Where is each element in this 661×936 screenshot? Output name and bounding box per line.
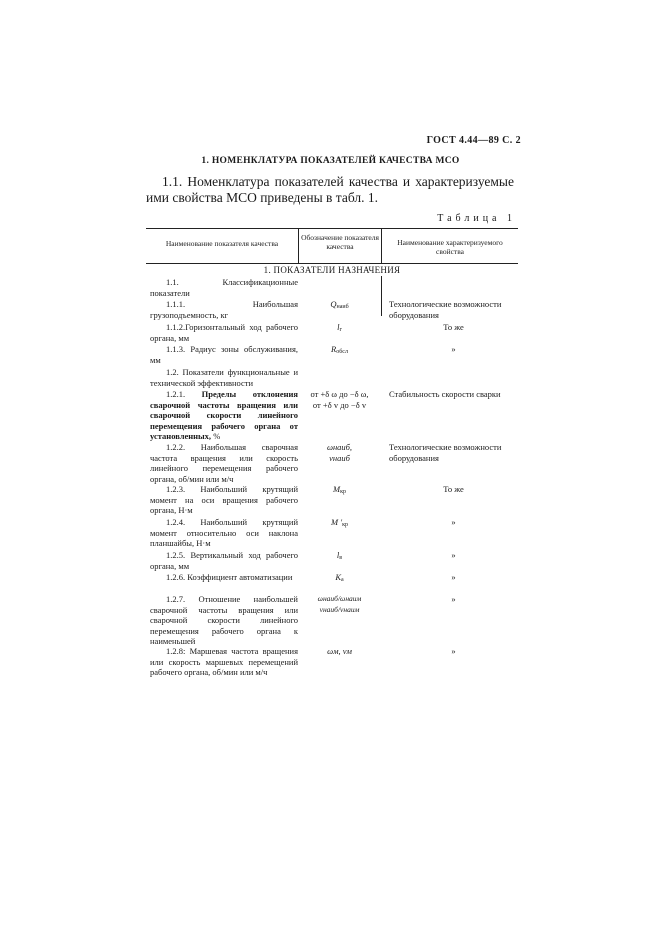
row-symbol: ωнаиб, vнаиб [326,442,353,463]
header-divider-1 [298,228,299,263]
row-property: » [451,572,456,582]
row-symbol: $l_г$ [337,322,342,333]
row-symbol: $Q_{наиб}$ [330,299,349,310]
intro-paragraph: 1.1. Номенклатура показателей качества и характеризуемые ими свойства МСО приведены в табл. 1. [146,174,514,205]
row-name: 1.2.4. Наибольший крутящий момент относительно оси наклона планшайбы, Н·м [150,517,298,548]
row-name: 1.1.1. Наибольшая грузоподъемность, кг [150,299,298,320]
row-symbol: $K_а$ [335,572,344,583]
row-property: То же [443,322,464,332]
header-divider-2 [381,228,382,263]
row-name: 1.2.7. Отношение наибольшей сварочной частоты вращения или сварочной скорости линейного перемещения рабочего органа к наименьшей [150,594,298,646]
table-row [146,322,518,344]
page-header-doc-ref: ГОСТ 4.44—89 С. 2 [426,135,521,146]
table-row [146,572,518,594]
table-row [146,367,518,389]
row-name: 1.2.5. Вертикальный ход рабочего органа, мм [150,550,298,571]
col-header-property: Наименование характеризуемого свойства [397,238,503,256]
row-property: » [451,594,456,604]
row-symbol: M $'_{кр}$ [331,517,348,528]
row-symbol [298,277,381,299]
group-title: 1. ПОКАЗАТЕЛИ НАЗНАЧЕНИЯ [263,265,401,275]
row-name: 1.1.2.Горизонтальный ход рабочего органа, мм [150,322,298,343]
table-body [146,277,518,690]
row-name: 1.1.3. Радиус зоны обслуживания, мм [150,344,298,365]
row-symbol: ωнаиб/ωнаим vнаиб/vнаим [317,594,362,614]
row-property: » [451,344,456,354]
table-caption: Таблица 1 [437,213,516,224]
row-symbol: от +δ ω до −δ ω, от +δ v до −δ v [310,389,369,410]
row-name: 1.1. Классификационные показатели [150,277,298,298]
row-property: » [451,646,456,656]
row-property: Технологические возможности оборудования [389,299,502,320]
row-property: Технологические возможности оборудования [389,442,502,463]
col-header-designation: Обозначение показателя качества [301,233,379,251]
row-symbol: $M_{кр}$ [332,484,346,495]
table-row [146,344,518,367]
row-property [381,367,518,389]
table-row [146,299,518,322]
row-name: 1.2.6. Коэффициент автоматизации [166,572,293,582]
table-row [146,442,518,484]
table-row [146,550,518,572]
table-header-rule [146,263,518,264]
row-symbol [298,367,381,389]
table-row [146,389,518,442]
row-property: Стабильность скорости сварки [389,389,501,399]
row-symbol: $R_{обсл}$ [331,344,348,355]
row-name: 1.2.2. Наибольшая сварочная частота вращения или скорость линейного перемещения рабочего органа, об/мин или м/ч [150,442,298,484]
row-name: 1.2.3. Наибольший крутящий момент на оси вращения рабочего органа, Н·м [150,484,298,515]
section-title: 1. НОМЕНКЛАТУРА ПОКАЗАТЕЛЕЙ КАЧЕСТВА МСО [201,156,460,166]
row-symbol: $l_в$ [336,550,343,561]
row-property: » [451,550,456,560]
table-row [146,594,518,646]
row-symbol: ωм, vм [327,646,352,656]
col-header-name: Наименование показателя качества [165,239,279,248]
row-name: 1.2.8: Маршевая частота вращения или скорость маршевых перемещений рабочего органа, об/мин или м/ч [150,646,298,677]
table-row [146,484,518,517]
table-row [146,646,518,690]
row-name: 1.2.1. Пределы отклонения сварочной частоты вращения или сварочной скорости линейного перемещения рабочего органа от установленных, % [150,389,298,441]
table-row [146,517,518,550]
table-top-rule [146,228,518,229]
row-property: » [451,517,456,527]
row-name: 1.2. Показатели функциональные и технической эффективности [150,367,298,388]
row-property: То же [443,484,464,494]
row-property [381,277,518,299]
table-row [146,277,518,299]
